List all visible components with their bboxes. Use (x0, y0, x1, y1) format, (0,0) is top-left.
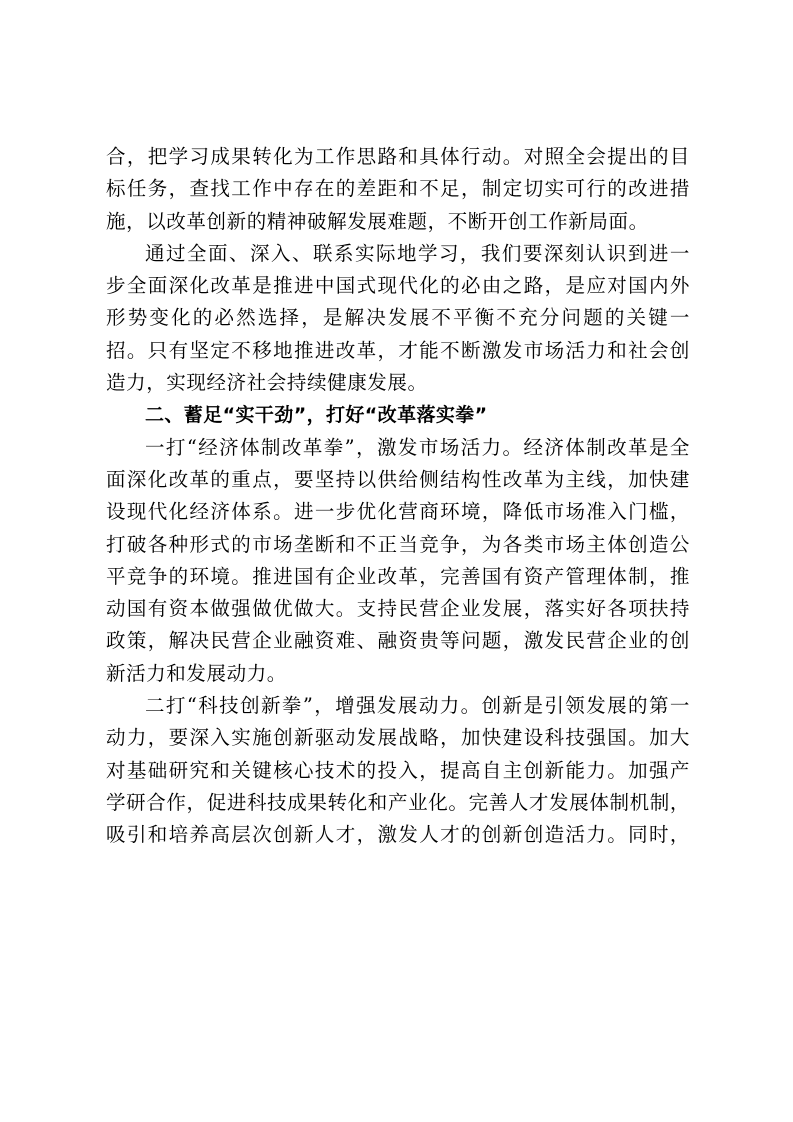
paragraph-1 (106, 141, 690, 238)
paragraph-3 (106, 432, 690, 690)
paragraph-2 (106, 238, 690, 399)
text-line: 设现代化经济体系。进一步优化营商环境，降低市场准入门槛， (106, 500, 690, 524)
text-line: 面深化改革的重点，要坚持以供给侧结构性改革为主线，加快建 (106, 467, 690, 491)
text-line: 步全面深化改革是推进中国式现代化的必由之路，是应对国内外 (106, 274, 690, 298)
text-line: 通过全面、深入、联系实际地学习，我们要深刻认识到进一 (145, 241, 690, 265)
text-line: 标任务，查找工作中存在的差距和不足，制定切实可行的改进措 (106, 177, 690, 201)
text-line: 动力，要深入实施创新驱动发展战略，加快建设科技强国。加大 (106, 726, 690, 750)
text-line: 吸引和培养高层次创新人才，激发人才的创新创造活力。同时， (106, 823, 690, 847)
text-line: 新活力和发展动力。 (106, 661, 287, 685)
text-line: 打破各种形式的市场垄断和不正当竞争，为各类市场主体创造公 (106, 532, 690, 556)
text-line: 平竞争的环境。推进国有企业改革，完善国有资产管理体制，推 (106, 564, 690, 588)
text-line: 二打“科技创新拳”，增强发展动力。创新是引领发展的第一 (145, 694, 690, 718)
text-line: 合，把学习成果转化为工作思路和具体行动。对照全会提出的目 (106, 145, 690, 168)
section-heading: 二、蓄足“实干劲”，打好“改革落实拳” (145, 404, 488, 427)
text-line: 施，以改革创新的精神破解发展难题，不断开创工作新局面。 (106, 209, 649, 233)
text-line: 一打“经济体制改革拳”，激发市场活力。经济体制改革是全 (145, 435, 690, 459)
text-line: 对基础研究和关键核心技术的投入，提高自主创新能力。加强产 (106, 758, 690, 782)
text-line: 形势变化的必然选择，是解决发展不平衡不充分问题的关键一 (106, 306, 690, 330)
paragraph-4 (106, 690, 690, 851)
document-body (106, 141, 690, 852)
text-line: 学研合作，促进科技成果转化和产业化。完善人才发展体制机制， (106, 790, 690, 814)
text-line: 动国有资本做强做优做大。支持民营企业发展，落实好各项扶持 (106, 597, 690, 621)
text-line: 招。只有坚定不移地推进改革，才能不断激发市场活力和社会创 (106, 338, 690, 362)
text-line: 政策，解决民营企业融资难、融资贵等问题，激发民营企业的创 (106, 629, 690, 653)
text-line: 造力，实现经济社会持续健康发展。 (106, 371, 428, 395)
